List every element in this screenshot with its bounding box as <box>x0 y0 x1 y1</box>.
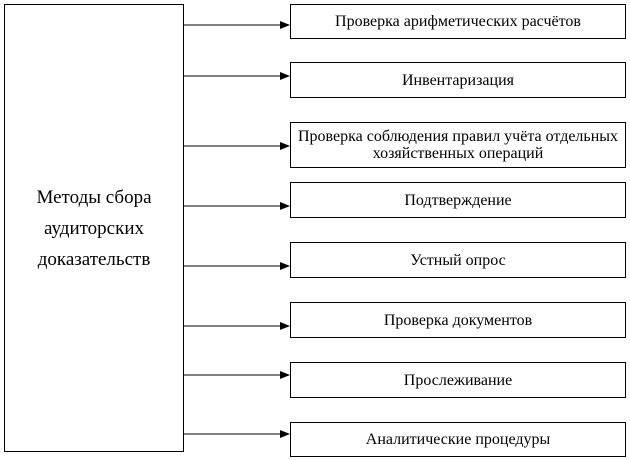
main-concept-label: Методы сбора аудиторских доказательств <box>36 186 152 270</box>
method-box-analytical-procedures <box>290 422 626 457</box>
method-box-inventory <box>290 62 626 98</box>
method-box-document-check <box>290 302 626 338</box>
method-box-confirmation <box>290 182 626 218</box>
main-concept-box <box>4 4 184 452</box>
method-label: Проверка соблюдения правил учёта отдельных хозяйственных операций <box>297 128 619 162</box>
method-label: Проверка документов <box>383 311 533 329</box>
method-label: Аналитические процедуры <box>365 431 551 448</box>
method-box-tracing <box>290 362 626 398</box>
method-box-accounting-rules-check <box>290 122 626 168</box>
method-label: Устный опрос <box>410 251 506 269</box>
method-label: Подтверждение <box>404 191 512 209</box>
method-label: Проверка арифметических расчётов <box>335 13 581 30</box>
method-box-arithmetic-check <box>290 4 626 39</box>
method-label: Инвентаризация <box>402 71 514 89</box>
method-box-oral-inquiry <box>290 242 626 278</box>
method-label: Прослеживание <box>403 371 513 389</box>
